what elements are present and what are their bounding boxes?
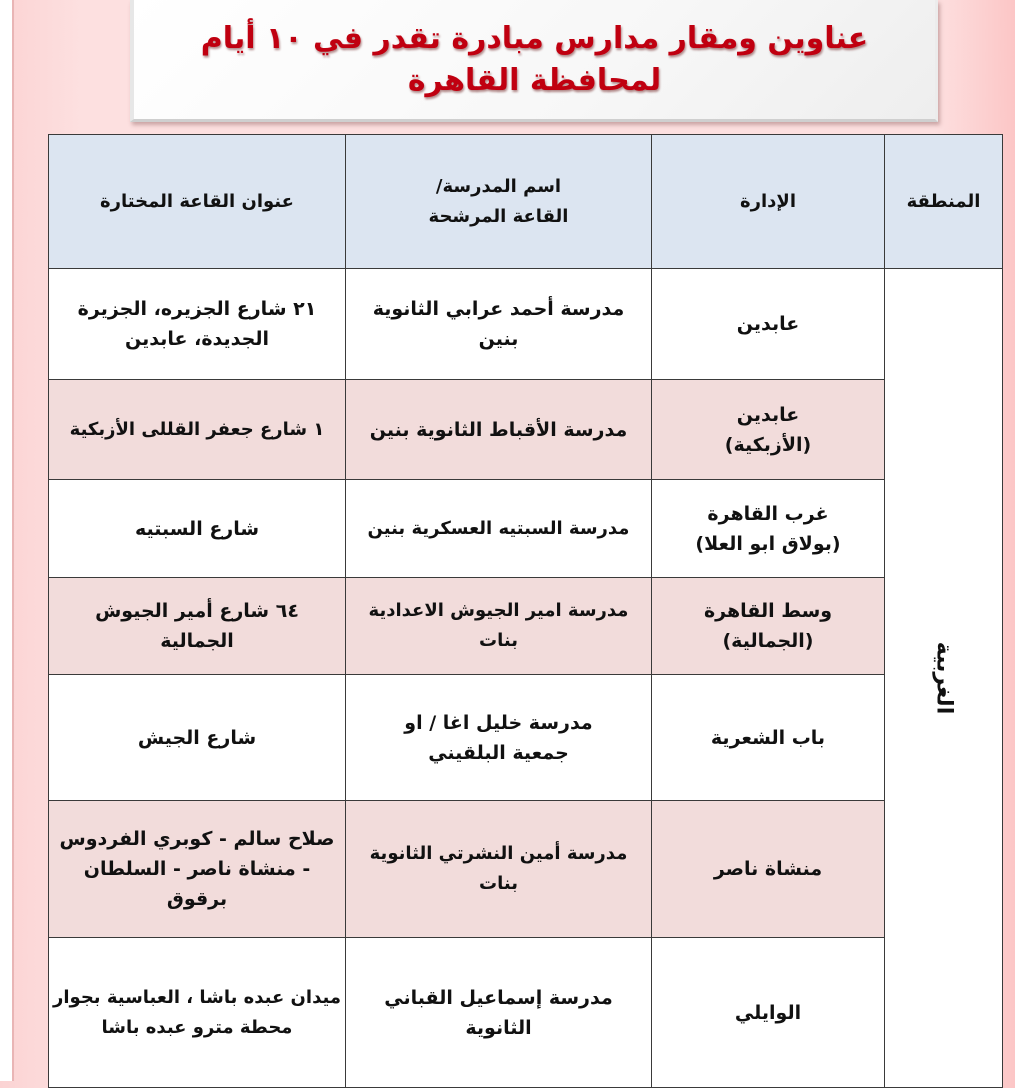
school-cell: مدرسة خليل اغا / او جمعية البلقيني [346,675,652,801]
address-cell: شارع السبتيه [49,480,346,578]
school-cell: مدرسة امير الجيوش الاعدادية بنات [346,578,652,675]
school-cell: مدرسة أحمد عرابي الثانوية بنين [346,269,652,380]
page-edge-border [12,0,14,1081]
school-cell: مدرسة إسماعيل القباني الثانوية [346,938,652,1088]
administration-cell: باب الشعرية [652,675,885,801]
administration-cell: وسط القاهرة (الجمالية) [652,578,885,675]
address-cell: شارع الجيش [49,675,346,801]
table-row [49,480,1003,578]
address-cell: ٢١ شارع الجزيره، الجزيرة الجديدة، عابدين [49,269,346,380]
administration-cell: منشاة ناصر [652,801,885,938]
table-row [49,578,1003,675]
school-cell: مدرسة السبتيه العسكرية بنين [346,480,652,578]
title-line-2: لمحافظة القاهرة [407,62,662,98]
title-banner [130,0,938,122]
table-row [49,380,1003,480]
address-cell: صلاح سالم - كوبري الفردوس - منشاة ناصر - السلطان برقوق [49,801,346,938]
school-cell: مدرسة الأقباط الثانوية بنين [346,380,652,480]
administration-cell: عابدين [652,269,885,380]
schools-table [48,134,1003,1088]
address-cell: ١ شارع جعفر القللى الأزبكية [49,380,346,480]
header-school: اسم المدرسة/ القاعة المرشحة [346,135,652,269]
administration-cell: الوايلي [652,938,885,1088]
header-administration: الإدارة [652,135,885,269]
title-line-1: عناوين ومقار مدارس مبادرة تقدر في ١٠ أيام [200,20,869,56]
table-row [49,938,1003,1088]
school-cell: مدرسة أمين النشرتي الثانوية بنات [346,801,652,938]
region-cell [885,269,1003,1088]
address-cell: ميدان عبده باشا ، العباسية بجوار محطة مترو عبده باشا [49,938,346,1088]
page-edge [0,0,12,1081]
region-label: الغربية [931,641,957,715]
header-address: عنوان القاعة المختارة [49,135,346,269]
table-row [49,801,1003,938]
address-cell: ٦٤ شارع أمير الجيوش الجمالية [49,578,346,675]
table-row [49,675,1003,801]
table-header-row [49,135,1003,269]
table-row [49,269,1003,380]
administration-cell: غرب القاهرة (بولاق ابو العلا) [652,480,885,578]
administration-cell: عابدين (الأزبكية) [652,380,885,480]
header-region: المنطقة [885,135,1003,269]
